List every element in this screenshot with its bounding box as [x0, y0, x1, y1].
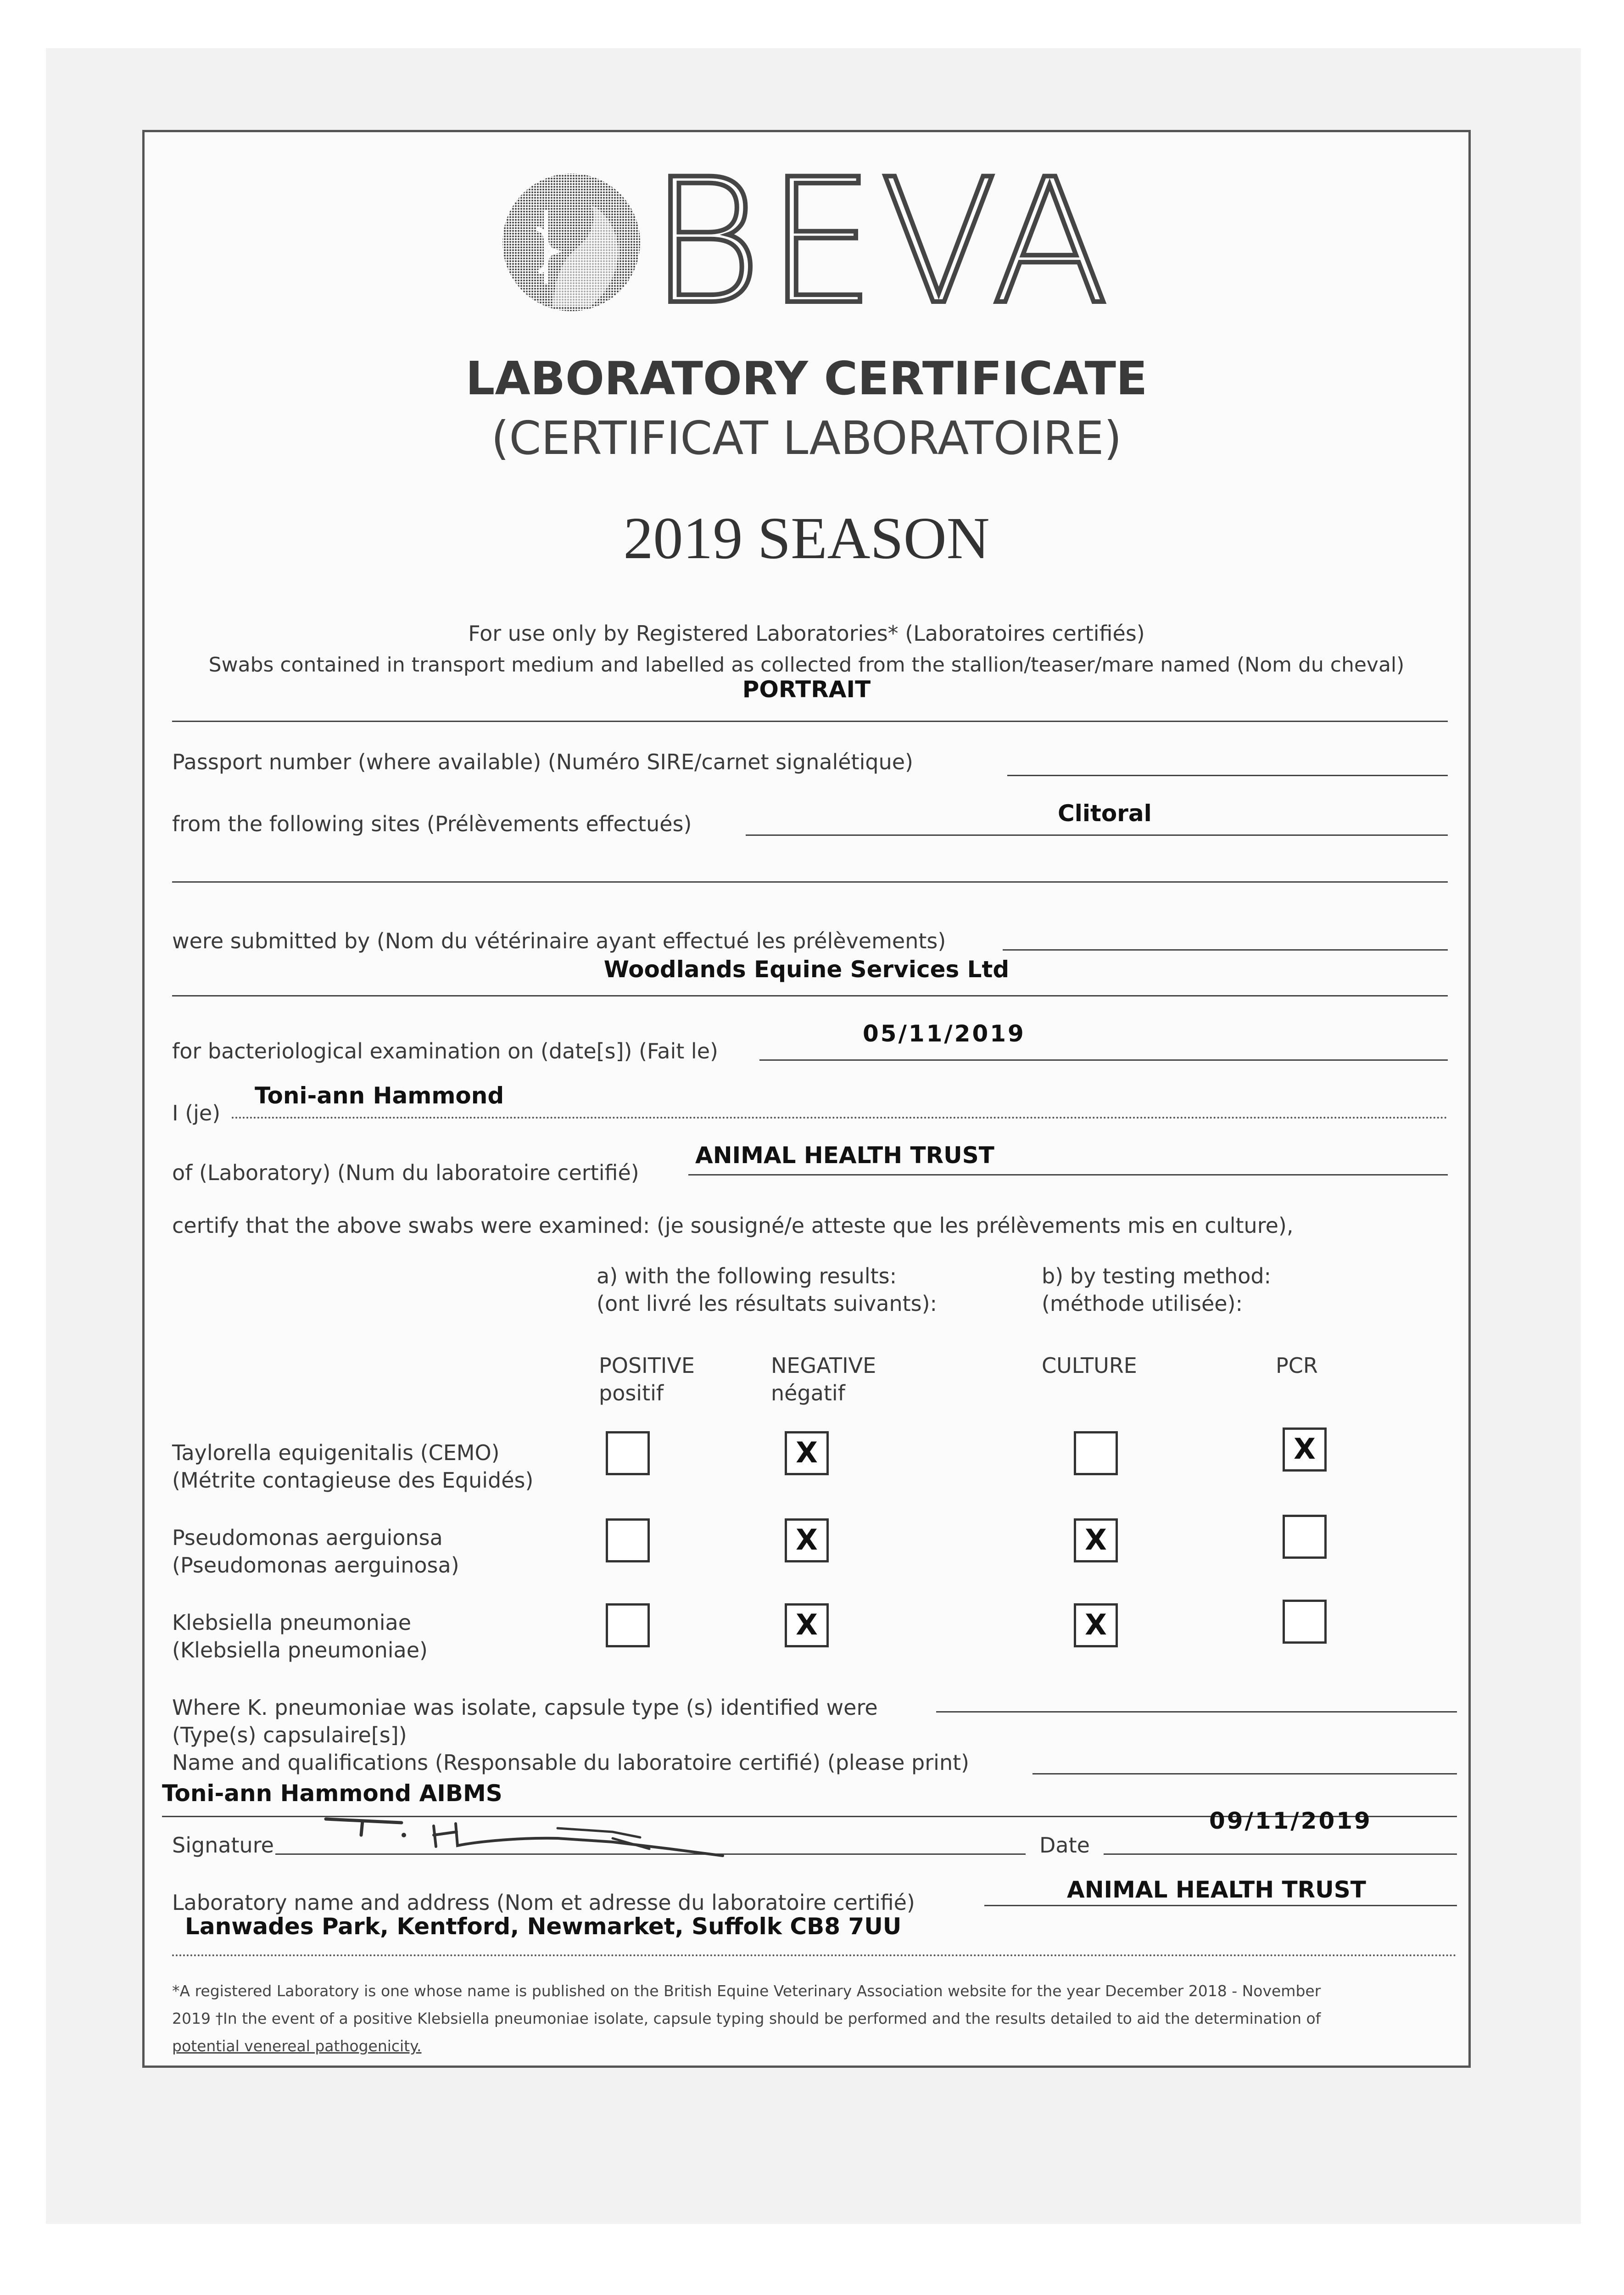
certify-text: certify that the above swabs were examined: (je sousigné/e atteste que les prélèvements mis en culture), — [172, 1213, 1294, 1238]
results-heading-a1: a) with the following results: — [597, 1264, 897, 1288]
culture-checkbox[interactable]: X — [1074, 1603, 1118, 1647]
lab-address-value: Lanwades Park, Kentford, Newmarket, Suffolk CB8 7UU — [185, 1913, 902, 1940]
i-line — [232, 1117, 1448, 1119]
exam-date-label: for bacteriological examination on (date[s]) (Fait le) — [172, 1039, 718, 1064]
sites-label: from the following sites (Prélèvements effectués) — [172, 812, 692, 836]
footnote-line-2: 2019 †In the event of a positive Klebsiella pneumoniae isolate, capsule typing should be performed and the results detailed to aid the determination of — [172, 2010, 1321, 2027]
i-value: Toni-ann Hammond — [255, 1082, 504, 1109]
season-heading: 2019 SEASON — [623, 505, 990, 571]
col-negative-fr: négatif — [771, 1381, 845, 1405]
lab-address-label: Laboratory name and address (Nom et adresse du laboratoire certifié) — [172, 1890, 915, 1915]
negative-checkbox[interactable]: X — [785, 1431, 829, 1475]
lab-value: ANIMAL HEALTH TRUST — [695, 1142, 994, 1169]
capsule-label-fr: (Type(s) capsulaire[s]) — [172, 1723, 407, 1747]
positive-checkbox[interactable] — [606, 1431, 650, 1475]
horse-name-line — [172, 721, 1448, 722]
submitted-line-b — [172, 995, 1448, 996]
negative-checkbox[interactable]: X — [785, 1518, 829, 1562]
results-heading-b1: b) by testing method: — [1042, 1264, 1272, 1288]
lab-line — [688, 1174, 1448, 1175]
col-negative: NEGATIVE — [771, 1353, 876, 1378]
results-heading-a2: (ont livré les résultats suivants): — [597, 1291, 938, 1316]
sites-line-2 — [172, 881, 1448, 883]
certificate-title: LABORATORY CERTIFICATE — [465, 352, 1148, 405]
lab-address-dotted-line — [172, 1954, 1457, 1956]
intro-line-1: For use only by Registered Laboratories* (Laboratoires certifiés) — [468, 621, 1145, 646]
organism-name: Pseudomonas aerguionsa — [172, 1525, 443, 1550]
sites-line — [746, 834, 1448, 836]
passport-label: Passport number (where available) (Numéro SIRE/carnet signalétique) — [172, 750, 913, 774]
date-value: 09/11/2019 — [1209, 1808, 1372, 1834]
col-culture: CULTURE — [1042, 1353, 1137, 1378]
lab-label: of (Laboratory) (Num du laboratoire certifié) — [172, 1160, 639, 1185]
date-line — [1104, 1853, 1457, 1855]
submitted-label: were submitted by (Nom du vétérinaire ayant effectué les prélèvements) — [172, 929, 946, 953]
results-heading-b2: (méthode utilisée): — [1042, 1291, 1243, 1316]
organism-name: Klebsiella pneumoniae — [172, 1610, 412, 1635]
col-positive-fr: positif — [599, 1381, 664, 1405]
i-label: I (je) — [172, 1101, 221, 1125]
submitted-line-a — [1003, 949, 1448, 951]
passport-line — [1007, 775, 1448, 776]
organism-name-fr: (Métrite contagieuse des Equidés) — [172, 1468, 534, 1493]
qualifications-label: Name and qualifications (Responsable du laboratoire certifié) (please print) — [172, 1750, 970, 1775]
exam-date-line — [759, 1059, 1448, 1061]
qualifications-value: Toni-ann Hammond AIBMS — [162, 1780, 502, 1807]
culture-checkbox[interactable] — [1074, 1431, 1118, 1475]
capsule-label: Where K. pneumoniae was isolate, capsule type (s) identified were — [172, 1695, 878, 1720]
footnote-line-1: *A registered Laboratory is one whose name is published on the British Equine Veterinary Association website for the year December 2018 - November — [172, 1982, 1321, 2000]
organism-name: Taylorella equigenitalis (CEMO) — [172, 1440, 500, 1465]
organism-name-fr: (Klebsiella pneumoniae) — [172, 1638, 428, 1662]
horse-logo-icon — [498, 169, 645, 316]
col-positive: POSITIVE — [599, 1353, 695, 1378]
organism-name-fr: (Pseudomonas aerguinosa) — [172, 1553, 459, 1578]
certificate-title-fr: (CERTIFICAT LABORATOIRE) — [491, 411, 1122, 465]
signature-label: Signature — [172, 1833, 274, 1858]
logo-wordmark: BEVA — [649, 142, 1114, 342]
footnote-line-3: potential venereal pathogenicity. — [172, 2037, 422, 2055]
culture-checkbox[interactable]: X — [1074, 1518, 1118, 1562]
pcr-checkbox[interactable] — [1283, 1600, 1327, 1644]
col-pcr: PCR — [1276, 1353, 1318, 1378]
capsule-line — [936, 1711, 1457, 1713]
pcr-checkbox[interactable] — [1283, 1515, 1327, 1559]
positive-checkbox[interactable] — [606, 1518, 650, 1562]
lab-address-name: ANIMAL HEALTH TRUST — [1067, 1876, 1366, 1903]
horse-name-value: PORTRAIT — [742, 676, 871, 703]
qualifications-line — [1032, 1773, 1457, 1774]
pcr-checkbox[interactable]: X — [1283, 1427, 1327, 1472]
date-label: Date — [1039, 1833, 1090, 1858]
positive-checkbox[interactable] — [606, 1603, 650, 1647]
sites-value: Clitoral — [1058, 800, 1152, 827]
negative-checkbox[interactable]: X — [785, 1603, 829, 1647]
certificate-form — [142, 130, 1471, 2068]
submitted-value: Woodlands Equine Services Ltd — [603, 956, 1010, 983]
exam-date-value: 05/11/2019 — [863, 1020, 1026, 1047]
lab-address-line — [984, 1905, 1457, 1906]
handwritten-signature — [319, 1810, 755, 1860]
intro-line-2: Swabs contained in transport medium and labelled as collected from the stallion/teaser/mare named (Nom du cheval) — [208, 653, 1405, 677]
